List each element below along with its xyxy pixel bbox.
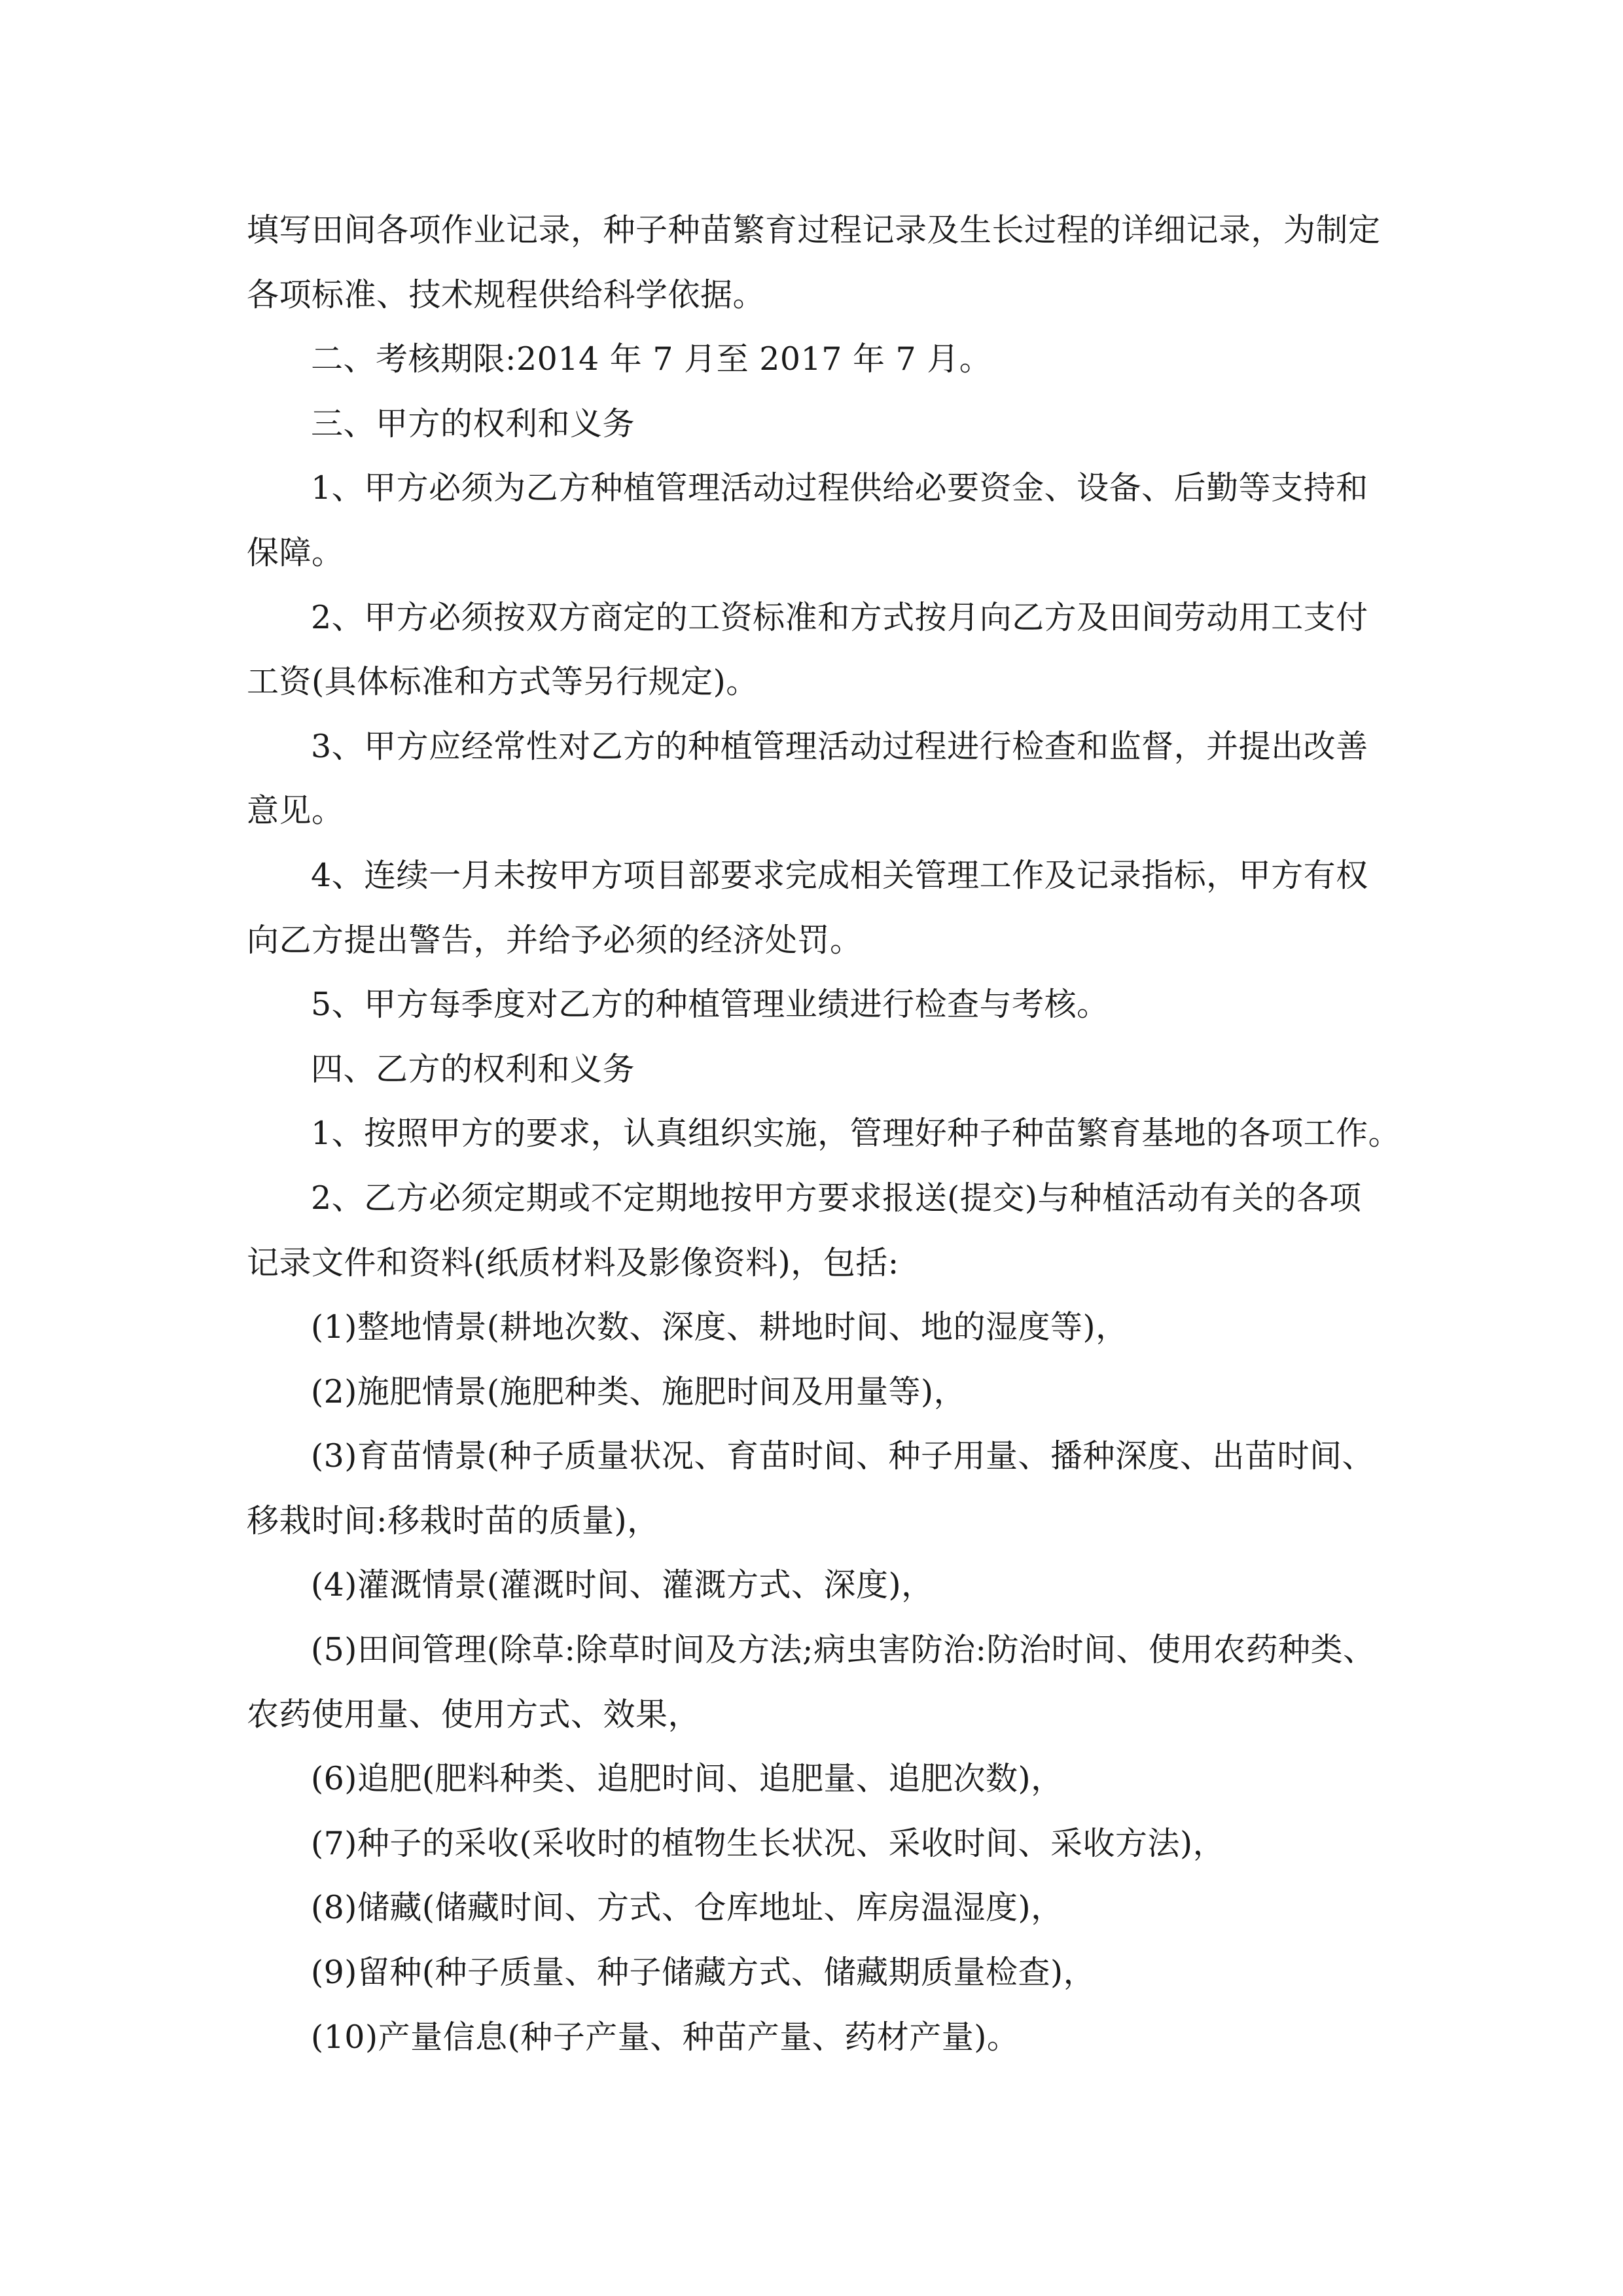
text-line: 意见。 — [247, 792, 344, 830]
list-item: (6)追肥(肥料种类、追肥时间、追肥量、追肥次数)， — [311, 1760, 1063, 1798]
section-heading: 二、考核期限:2014 年 7 月至 2017 年 7 月。 — [311, 340, 992, 378]
text-line: 记录文件和资料(纸质材料及影像资料)，包括: — [247, 1244, 899, 1282]
text-line: 各项标准、技术规程供给科学依据。 — [247, 276, 766, 314]
text-line: 2、甲方必须按双方商定的工资标准和方式按月向乙方及田间劳动用工支付 — [311, 598, 1368, 636]
document-body — [247, 198, 1401, 2070]
text-line: 2、乙方必须定期或不定期地按甲方要求报送(提交)与种植活动有关的各项 — [311, 1179, 1362, 1217]
section-heading: 三、甲方的权利和义务 — [311, 404, 635, 442]
list-item: (5)田间管理(除草:除草时间及方法;病虫害防治:防治时间、使用农药种类、 — [311, 1631, 1376, 1669]
list-item-continuation: 移栽时间:移栽时苗的质量)， — [247, 1501, 660, 1539]
list-item: (3)育苗情景(种子质量状况、育苗时间、种子用量、播种深度、出苗时间、 — [311, 1437, 1375, 1475]
text-line: 5、甲方每季度对乙方的种植管理业绩进行检查与考核。 — [311, 986, 1109, 1024]
list-item: (4)灌溉情景(灌溉时间、灌溉方式、深度)， — [311, 1566, 934, 1604]
list-item-continuation: 农药使用量、使用方式、效果， — [247, 1695, 701, 1733]
text-line: 4、连续一月未按甲方项目部要求完成相关管理工作及记录指标，甲方有权 — [311, 856, 1368, 894]
text-line: 保障。 — [247, 533, 344, 571]
list-item: (7)种子的采收(采收时的植物生长状况、采收时间、采收方法)， — [311, 1824, 1226, 1862]
list-item: (1)整地情景(耕地次数、深度、耕地时间、地的湿度等)， — [311, 1308, 1128, 1346]
text-line: 工资(具体标准和方式等另行规定)。 — [247, 663, 758, 701]
text-line: 1、按照甲方的要求，认真组织实施，管理好种子种苗繁育基地的各项工作。 — [311, 1115, 1401, 1153]
text-line: 3、甲方应经常性对乙方的种植管理活动过程进行检查和监督，并提出改善 — [311, 727, 1368, 765]
text-line: 填写田间各项作业记录，种子种苗繁育过程记录及生长过程的详细记录，为制定 — [247, 211, 1381, 249]
text-line: 向乙方提出警告，并给予必须的经济处罚。 — [247, 921, 863, 959]
list-item: (9)留种(种子质量、种子储藏方式、储藏期质量检查)， — [311, 1954, 1096, 1992]
list-item: (8)储藏(储藏时间、方式、仓库地址、库房温湿度)， — [311, 1889, 1063, 1927]
text-line: 1、甲方必须为乙方种植管理活动过程供给必要资金、设备、后勤等支持和 — [311, 469, 1368, 507]
section-heading: 四、乙方的权利和义务 — [311, 1050, 635, 1088]
list-item: (10)产量信息(种子产量、种苗产量、药材产量)。 — [311, 2018, 1020, 2056]
list-item: (2)施肥情景(施肥种类、施肥时间及用量等)， — [311, 1372, 967, 1410]
